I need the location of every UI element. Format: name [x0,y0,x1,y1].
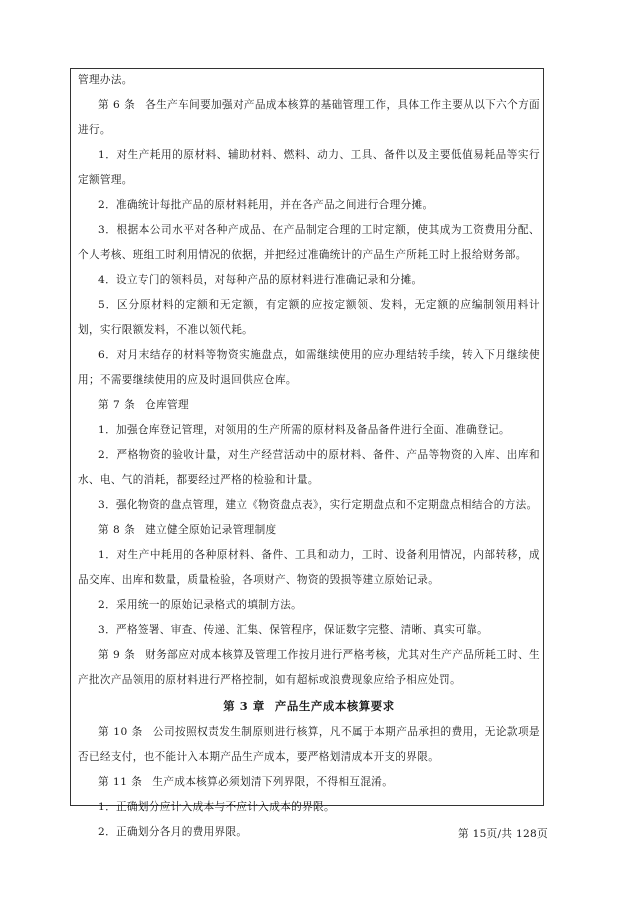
body-paragraph: 3．强化物资的盘点管理，建立《物资盘点表》，实行定期盘点和不定期盘点相结合的方法。 [98,499,538,511]
body-paragraph: 1．正确划分应计入成本与不应计入成本的界限。 [98,801,335,813]
article-text: 生产成本核算必须划清下列界限，不得相互混淆。 [152,776,394,788]
article-text: 公司按照权责发生制原则进行核算，凡不属于本期产品承担的费用，无论款项是否已经支付，也不能计入本期产品生产成本，要严格划清成本开支的界限。 [78,726,541,763]
article-text: 财务部应对成本核算及管理工作按月进行严格考核，尤其对生产产品所耗工时、生产批次产品领用的原材料进行严格控制，如有超标或浪费现象应给予相应处罚。 [78,649,540,686]
body-paragraph: 2．正确划分各月的费用界限。 [98,826,248,838]
body-paragraph: 3．严格签署、审查、传递、汇集、保管程序，保证数字完整、清晰、真实可靠。 [98,624,489,636]
document-body [78,68,540,845]
article-paragraph [78,518,540,543]
article-paragraph [78,93,540,143]
article-text: 各生产车间要加强对产品成本核算的基础管理工作，具体工作主要从以下六个方面进行。 [78,99,540,136]
article-number: 第 9 条 [98,649,136,661]
body-paragraph: 1．加强仓库登记管理，对领用的生产所需的原材料及备品备件进行全面、准确登记。 [98,424,511,436]
article-paragraph [78,770,540,795]
body-paragraph: 1．对生产耗用的原材料、辅助材料、燃料、动力、工具、备件以及主要低值易耗品等实行定额管理。 [78,149,540,186]
article-number: 第 11 条 [98,776,143,788]
article-text: 建立健全原始记录管理制度 [145,524,277,536]
article-number: 第 6 条 [98,99,136,111]
article-paragraph [78,720,540,770]
body-paragraph: 5．区分原材料的定额和无定额，有定额的应按定额领、发料，无定额的应编制领用料计划，实行限额发料，不准以领代耗。 [78,299,540,336]
body-paragraph: 6．对月末结存的材料等物资实施盘点，如需继续使用的应办理结转手续，转入下月继续使用；不需要继续使用的应及时退回供应仓库。 [78,349,540,386]
body-paragraph: 2．准确统计每批产品的原材料耗用，并在各产品之间进行合理分摊。 [98,199,434,211]
page-number: 第 15页/共 128页 [458,828,548,840]
article-number: 第 7 条 [98,399,136,411]
article-paragraph [78,643,540,693]
body-paragraph: 1．对生产中耗用的各种原材料、备件、工具和动力，工时、设备利用情况，内部转移，成品交库、出库和数量，质量检验，各项财产、物资的毁损等建立原始记录。 [78,549,540,586]
body-paragraph: 2．采用统一的原始记录格式的填制方法。 [98,599,303,611]
body-paragraph: 2．严格物资的验收计量，对生产经营活动中的原材料、备件、产品等物资的入库、出库和水、电、气的消耗，都要经过严格的检验和计量。 [78,449,540,486]
chapter-heading [78,693,540,720]
body-paragraph: 4．设立专门的领料员，对每种产品的原材料进行准确记录和分摊。 [98,274,423,286]
chapter-label: 第 3 章 [223,699,265,713]
body-paragraph: 3．根据本公司水平对各种产成品、在产品制定合理的工时定额，使其成为工资费用分配、个人考核、班组工时利用情况的依据，并把经过准确统计的产品生产所耗工时上报给财务部。 [78,224,540,261]
body-paragraph: 管理办法。 [78,74,133,86]
article-paragraph [78,393,540,418]
article-number: 第 10 条 [98,726,143,738]
article-text: 仓库管理 [145,399,189,411]
chapter-title: 产品生产成本核算要求 [274,699,395,713]
article-number: 第 8 条 [98,524,136,536]
